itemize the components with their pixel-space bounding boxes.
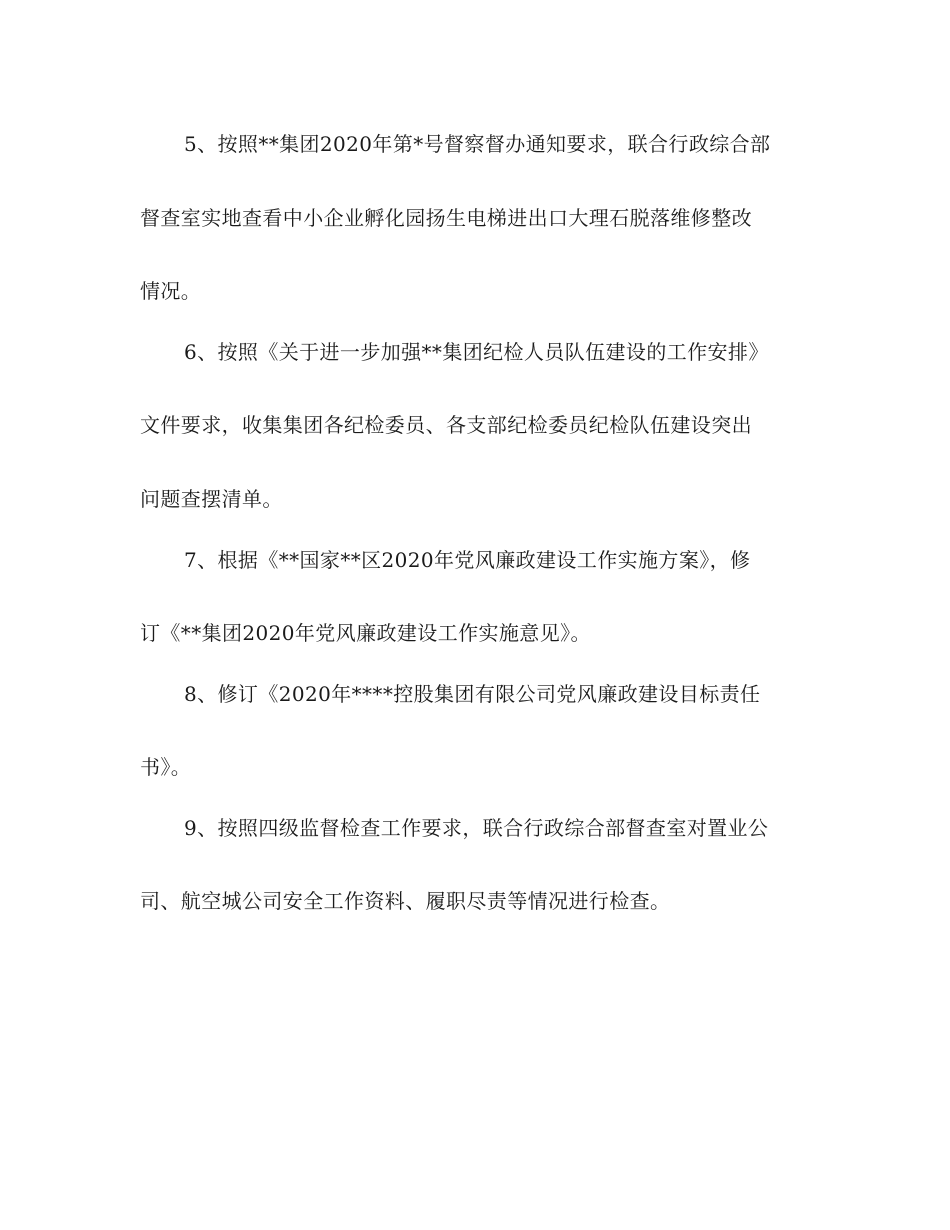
paragraph-line: 订《**集团2020年党风廉政建设工作实施意见》。 bbox=[140, 621, 591, 645]
paragraph-line: 情况。 bbox=[140, 279, 202, 303]
paragraph-line: 司、航空城公司安全工作资料、履职尽责等情况进行检查。 bbox=[140, 889, 671, 913]
paragraph-line: 6、按照《关于进一步加强**集团纪检人员队伍建设的工作安排》 bbox=[184, 340, 769, 364]
paragraph-line: 8、修订《2020年****控股集团有限公司党风廉政建设目标责任 bbox=[184, 682, 761, 706]
paragraph-line: 督查室实地查看中小企业孵化园扬生电梯进出口大理石脱落维修整改 bbox=[140, 206, 752, 230]
paragraph-line: 文件要求，收集集团各纪检委员、各支部纪检委员纪检队伍建设突出 bbox=[140, 413, 752, 437]
paragraph-line: 书》。 bbox=[140, 755, 192, 779]
paragraph-line: 7、根据《**国家**区2020年党风廉政建设工作实施方案》，修 bbox=[184, 548, 751, 572]
paragraph-line: 5、按照**集团2020年第*号督察督办通知要求，联合行政综合部 bbox=[184, 132, 771, 156]
paragraph-line: 9、按照四级监督检查工作要求，联合行政综合部督查室对置业公 bbox=[184, 816, 769, 840]
paragraph-line: 问题查摆清单。 bbox=[140, 487, 283, 511]
